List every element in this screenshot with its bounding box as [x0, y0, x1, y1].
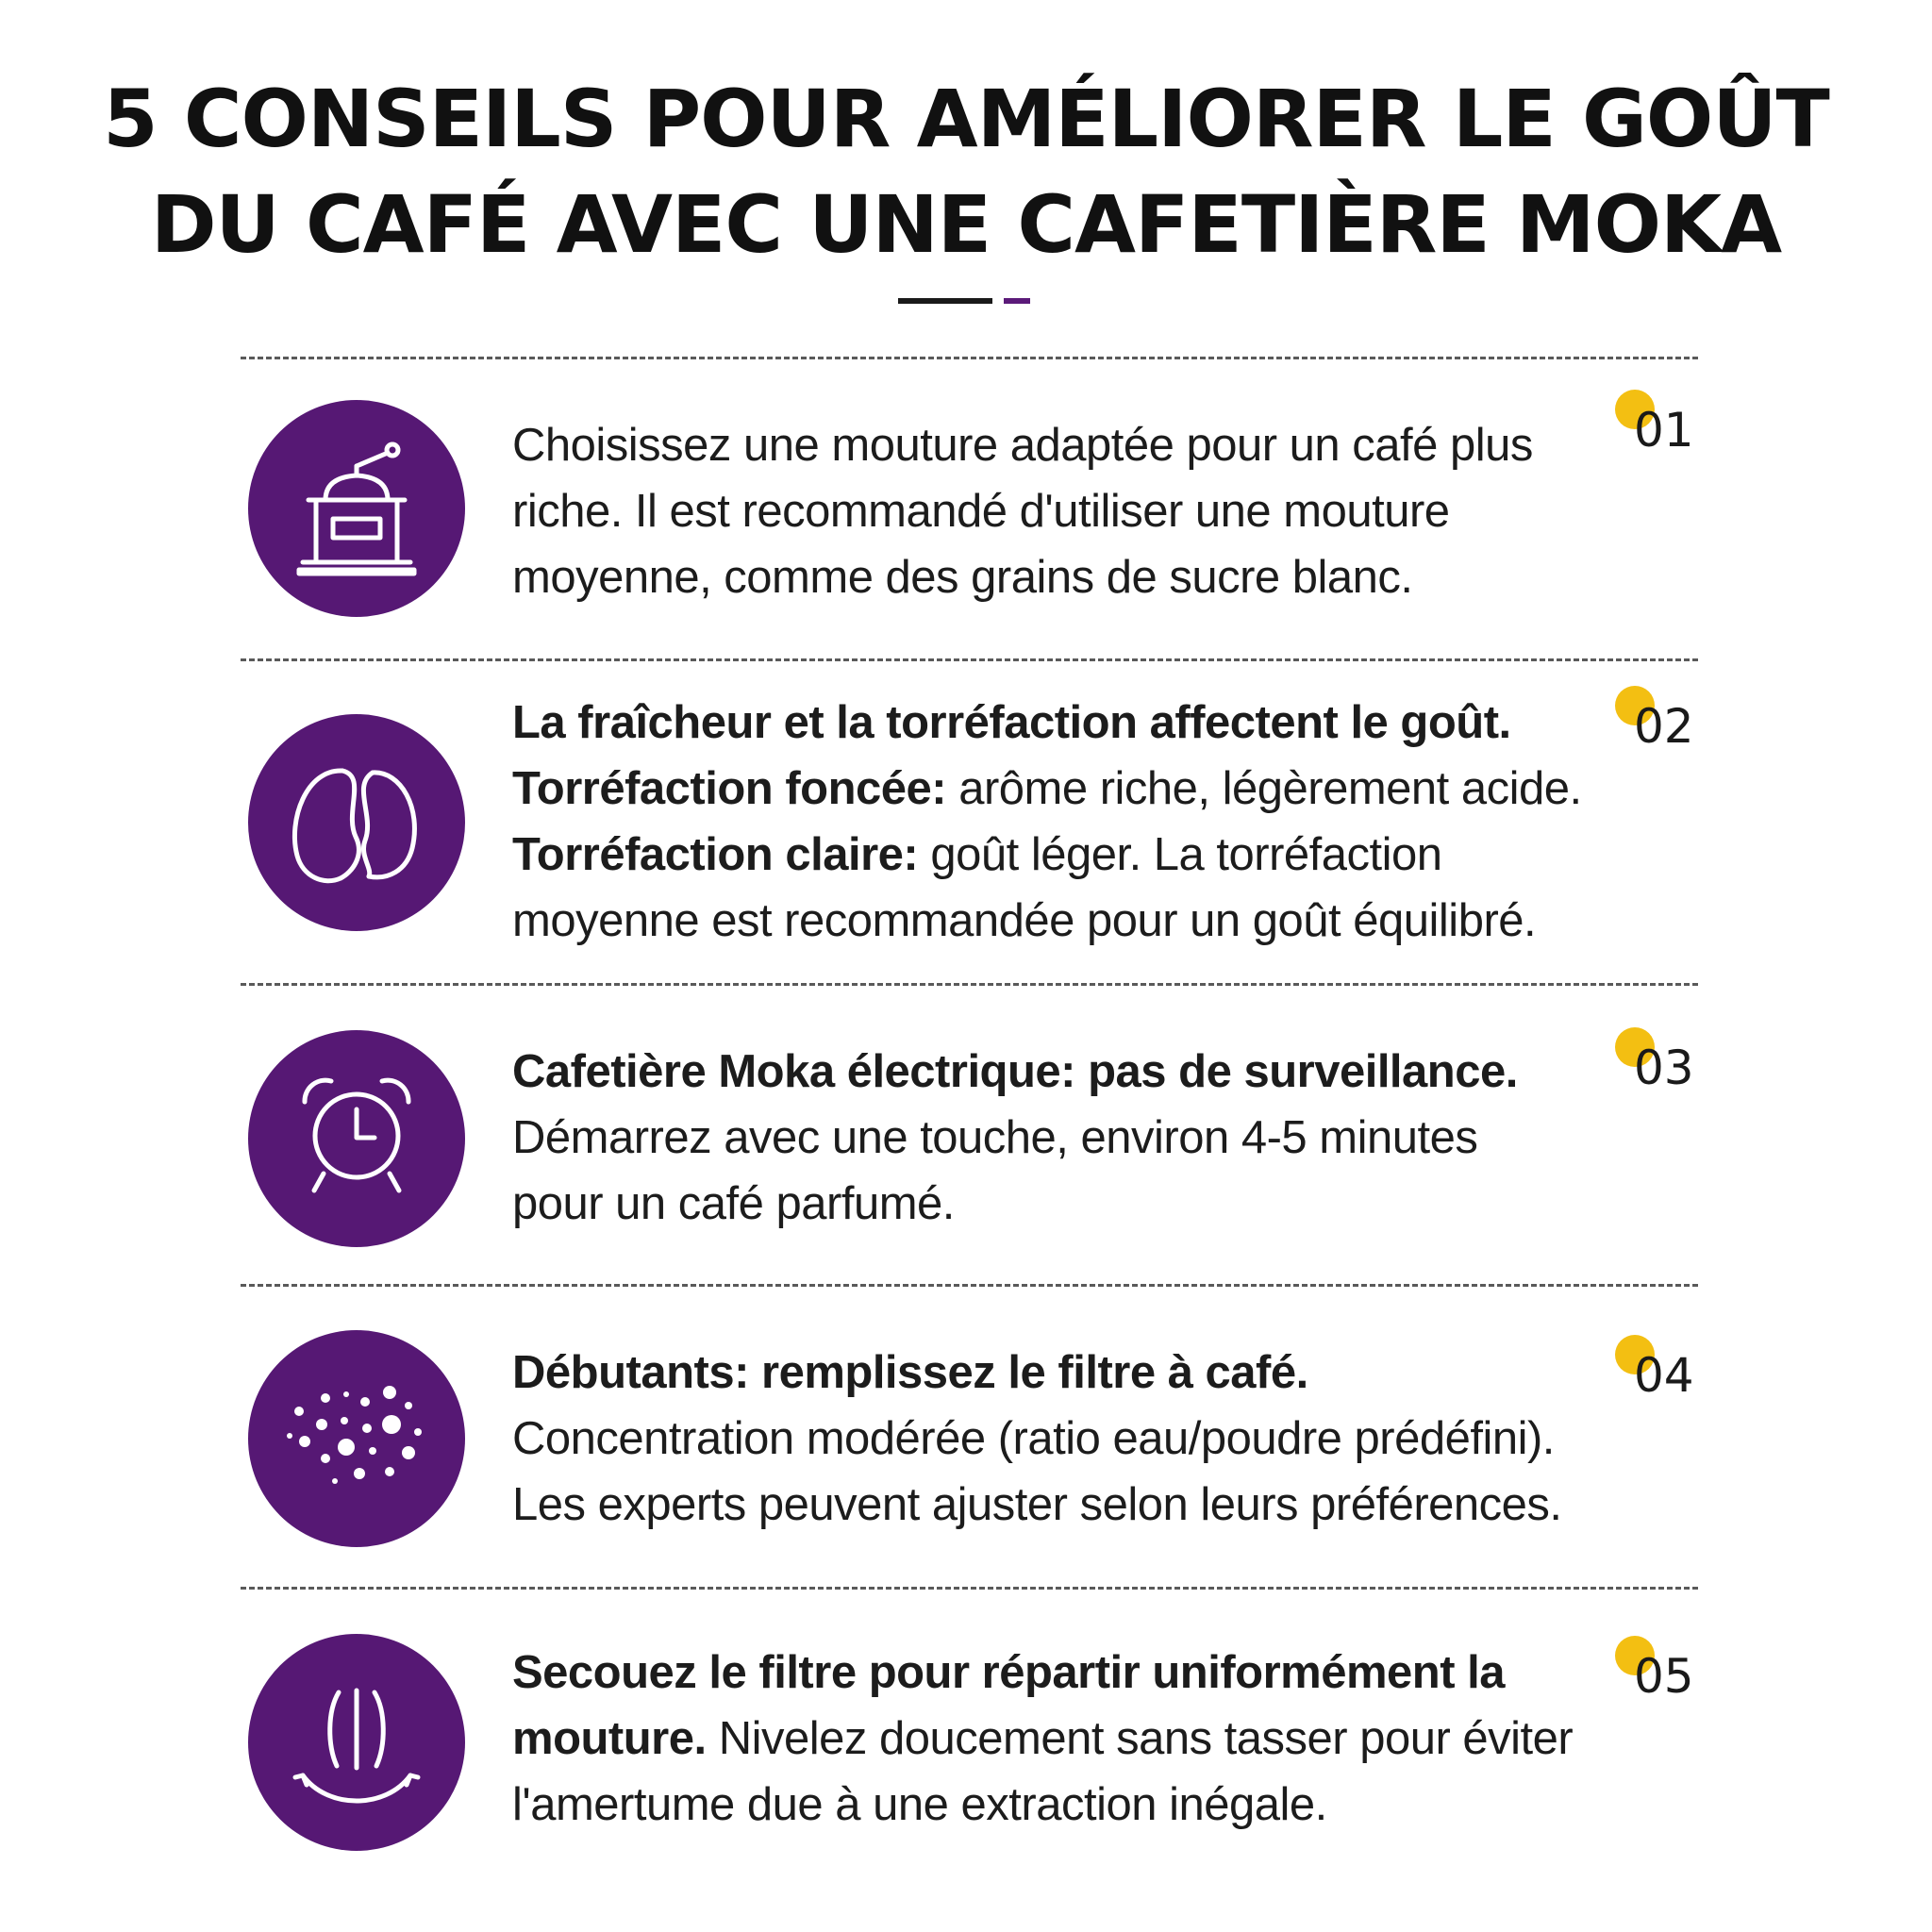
- tip-line: pour un café parfumé.: [512, 1178, 955, 1229]
- tip-line: Démarrez avec une touche, environ 4-5 minutes: [512, 1112, 1478, 1163]
- tip-bold-text: Torréfaction claire:: [512, 829, 919, 880]
- tip-number: 03: [1634, 1041, 1694, 1095]
- tip-number-badge: [1615, 1027, 1719, 1103]
- shake-filter-icon: [248, 1634, 465, 1851]
- tip-icon-badge: [248, 400, 465, 617]
- title-underline-dark: [898, 298, 992, 304]
- tip-number-badge: [1615, 1335, 1719, 1410]
- tip-line: Choisissez une mouture adaptée pour un café plus: [512, 420, 1533, 471]
- coffee-bean-icon: [248, 714, 465, 931]
- tip-number-badge: [1615, 390, 1719, 465]
- divider: [241, 983, 1698, 986]
- tip-line: riche. Il est recommandé d'utiliser une mouture: [512, 486, 1450, 537]
- divider: [241, 357, 1698, 359]
- tip-bold-text: Torréfaction foncée:: [512, 763, 947, 814]
- tip-line: [512, 1340, 1682, 1406]
- page-title-line-2: DU CAFÉ AVEC UNE CAFETIÈRE MOKA: [150, 178, 1782, 271]
- divider: [241, 1587, 1698, 1590]
- divider: [241, 658, 1698, 661]
- tip-number: 01: [1634, 403, 1694, 458]
- tip-text: [512, 412, 1682, 610]
- title-underline-accent: [1004, 298, 1030, 304]
- tip-line: Concentration modérée (ratio eau/poudre prédéfini).: [512, 1413, 1555, 1464]
- tip-line: [512, 756, 1682, 822]
- tip-number: 05: [1634, 1649, 1694, 1704]
- page-title-line-1: 5 CONSEILS POUR AMÉLIORER LE GOÛT: [103, 73, 1829, 165]
- divider: [241, 1284, 1698, 1287]
- tip-bold-text: mouture.: [512, 1713, 707, 1764]
- tip-text: [512, 1340, 1682, 1538]
- tip-line: moyenne est recommandée pour un goût équilibré.: [512, 895, 1537, 946]
- tip-icon-badge: [248, 1030, 465, 1247]
- tip-text: [512, 1640, 1682, 1838]
- tip-number-badge: [1615, 686, 1719, 761]
- coffee-grinder-icon: [248, 400, 465, 617]
- tip-bold-text: Cafetière Moka électrique: pas de surveillance.: [512, 1046, 1518, 1097]
- tip-icon-badge: [248, 1330, 465, 1547]
- tip-line: [512, 690, 1682, 756]
- tip-text-rest: goût léger. La torréfaction: [918, 829, 1442, 880]
- tip-line: [512, 1640, 1682, 1706]
- tip-number: 02: [1634, 699, 1694, 754]
- tip-number-badge: [1615, 1636, 1719, 1711]
- tip-line: [512, 1706, 1682, 1772]
- tip-line: [512, 1039, 1682, 1105]
- page-title: [0, 66, 1932, 277]
- tip-icon-badge: [248, 1634, 465, 1851]
- alarm-clock-icon: [248, 1030, 465, 1247]
- coffee-grounds-dots-icon: [248, 1330, 465, 1547]
- tip-text-rest: arôme riche, légèrement acide.: [946, 763, 1582, 814]
- tip-line: l'amertume due à une extraction inégale.: [512, 1779, 1327, 1830]
- tip-line: [512, 822, 1682, 888]
- tip-line: moyenne, comme des grains de sucre blanc.: [512, 552, 1413, 603]
- tip-text: [512, 1039, 1682, 1237]
- tip-bold-text: Débutants: remplissez le filtre à café.: [512, 1347, 1308, 1398]
- tip-bold-text: La fraîcheur et la torréfaction affectent le goût.: [512, 697, 1511, 748]
- tip-bold-text: Secouez le filtre pour répartir uniformément la: [512, 1647, 1506, 1698]
- tip-line: Les experts peuvent ajuster selon leurs préférences.: [512, 1479, 1562, 1530]
- tip-text: [512, 690, 1682, 954]
- tip-icon-badge: [248, 714, 465, 931]
- tip-text-rest: Nivelez doucement sans tasser pour éviter: [706, 1713, 1574, 1764]
- tip-number: 04: [1634, 1348, 1694, 1403]
